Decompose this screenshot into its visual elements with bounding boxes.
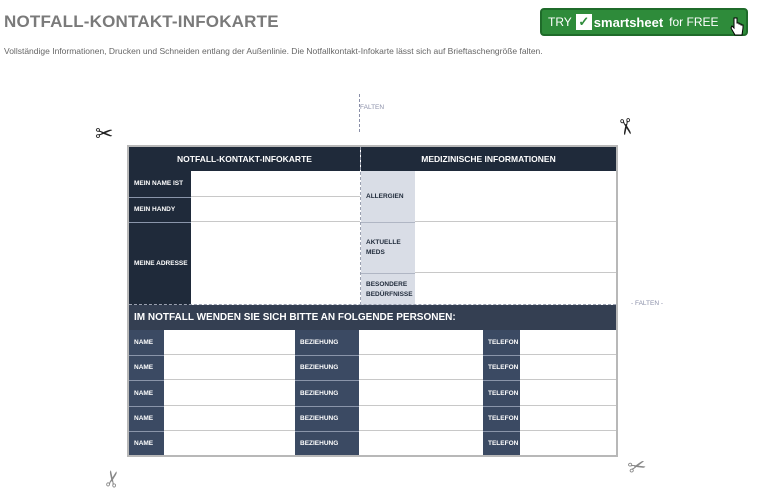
fold-label-right: - FALTEN - xyxy=(631,300,664,307)
card-right-header: MEDIZINISCHE INFORMATIONEN xyxy=(361,147,616,171)
scissors-icon: ✂ xyxy=(95,121,114,146)
page-subtitle: Vollständige Informationen, Drucken und Schneiden entlang der Außenlinie. Die Notfallkontakt-Infokarte lässt sich auf Brieftaschengröße falten. xyxy=(4,46,543,56)
contact-relation-label: BEZIEHUNG xyxy=(295,406,359,431)
scissors-icon: ✂ xyxy=(98,467,127,491)
contact-relation-label: BEZIEHUNG xyxy=(295,380,359,406)
contact-name-label: NAME xyxy=(129,406,164,431)
contact-phone-field[interactable] xyxy=(520,431,616,455)
contact-phone-label: TELEFON xyxy=(483,355,520,380)
emergency-card xyxy=(127,145,618,457)
fold-line-top xyxy=(359,94,360,132)
meds-field[interactable] xyxy=(415,222,616,273)
name-label: MEIN NAME IST xyxy=(129,171,191,197)
phone-field[interactable] xyxy=(191,197,360,222)
contact-name-field[interactable] xyxy=(164,380,295,406)
contact-phone-field[interactable] xyxy=(520,380,616,406)
try-smartsheet-button[interactable] xyxy=(540,8,748,36)
contact-name-field[interactable] xyxy=(164,355,295,380)
address-label: MEINE ADRESSE xyxy=(129,222,191,305)
needs-label: BESONDERE BEDÜRFNISSE xyxy=(361,273,415,305)
contact-phone-label: TELEFON xyxy=(483,380,520,406)
contact-phone-label: TELEFON xyxy=(483,330,520,355)
brand-label: smartsheet xyxy=(593,14,664,30)
address-field[interactable] xyxy=(191,222,360,305)
contact-relation-field[interactable] xyxy=(359,355,483,380)
free-label: for FREE xyxy=(669,15,719,29)
name-field[interactable] xyxy=(191,171,360,197)
contact-phone-label: TELEFON xyxy=(483,431,520,455)
contact-relation-label: BEZIEHUNG xyxy=(295,431,359,455)
contact-relation-field[interactable] xyxy=(359,330,483,355)
contact-relation-field[interactable] xyxy=(359,380,483,406)
contact-name-field[interactable] xyxy=(164,431,295,455)
contact-relation-label: BEZIEHUNG xyxy=(295,330,359,355)
contact-relation-field[interactable] xyxy=(359,406,483,431)
allergies-field[interactable] xyxy=(415,171,616,222)
contact-phone-label: TELEFON xyxy=(483,406,520,431)
contact-relation-field[interactable] xyxy=(359,431,483,455)
contact-relation-label: BEZIEHUNG xyxy=(295,355,359,380)
scissors-icon: ✂ xyxy=(624,452,650,481)
fold-line-vertical xyxy=(360,147,361,305)
contact-name-field[interactable] xyxy=(164,406,295,431)
phone-label: MEIN HANDY xyxy=(129,197,191,222)
contact-name-label: NAME xyxy=(129,330,164,355)
contact-name-label: NAME xyxy=(129,355,164,380)
cursor-hand-icon xyxy=(729,16,745,38)
contact-name-label: NAME xyxy=(129,431,164,455)
card-left-header: NOTFALL-KONTAKT-INFOKARTE xyxy=(129,147,360,171)
fold-label-top: FALTEN xyxy=(360,104,385,111)
contact-phone-field[interactable] xyxy=(520,330,616,355)
scissors-icon: ✂ xyxy=(611,115,640,139)
try-label: TRY xyxy=(548,15,572,29)
page-title: NOTFALL-KONTAKT-INFOKARTE xyxy=(4,12,279,31)
emergency-contacts-header: IM NOTFALL WENDEN SIE SICH BITTE AN FOLGENDE PERSONEN: xyxy=(129,305,616,330)
allergies-label: ALLERGIEN xyxy=(361,171,415,222)
contact-phone-field[interactable] xyxy=(520,406,616,431)
needs-field[interactable] xyxy=(415,273,616,305)
contact-phone-field[interactable] xyxy=(520,355,616,380)
meds-label: AKTUELLE MEDS xyxy=(361,222,415,273)
contact-name-field[interactable] xyxy=(164,330,295,355)
contact-name-label: NAME xyxy=(129,380,164,406)
check-icon: ✓ xyxy=(576,14,592,30)
